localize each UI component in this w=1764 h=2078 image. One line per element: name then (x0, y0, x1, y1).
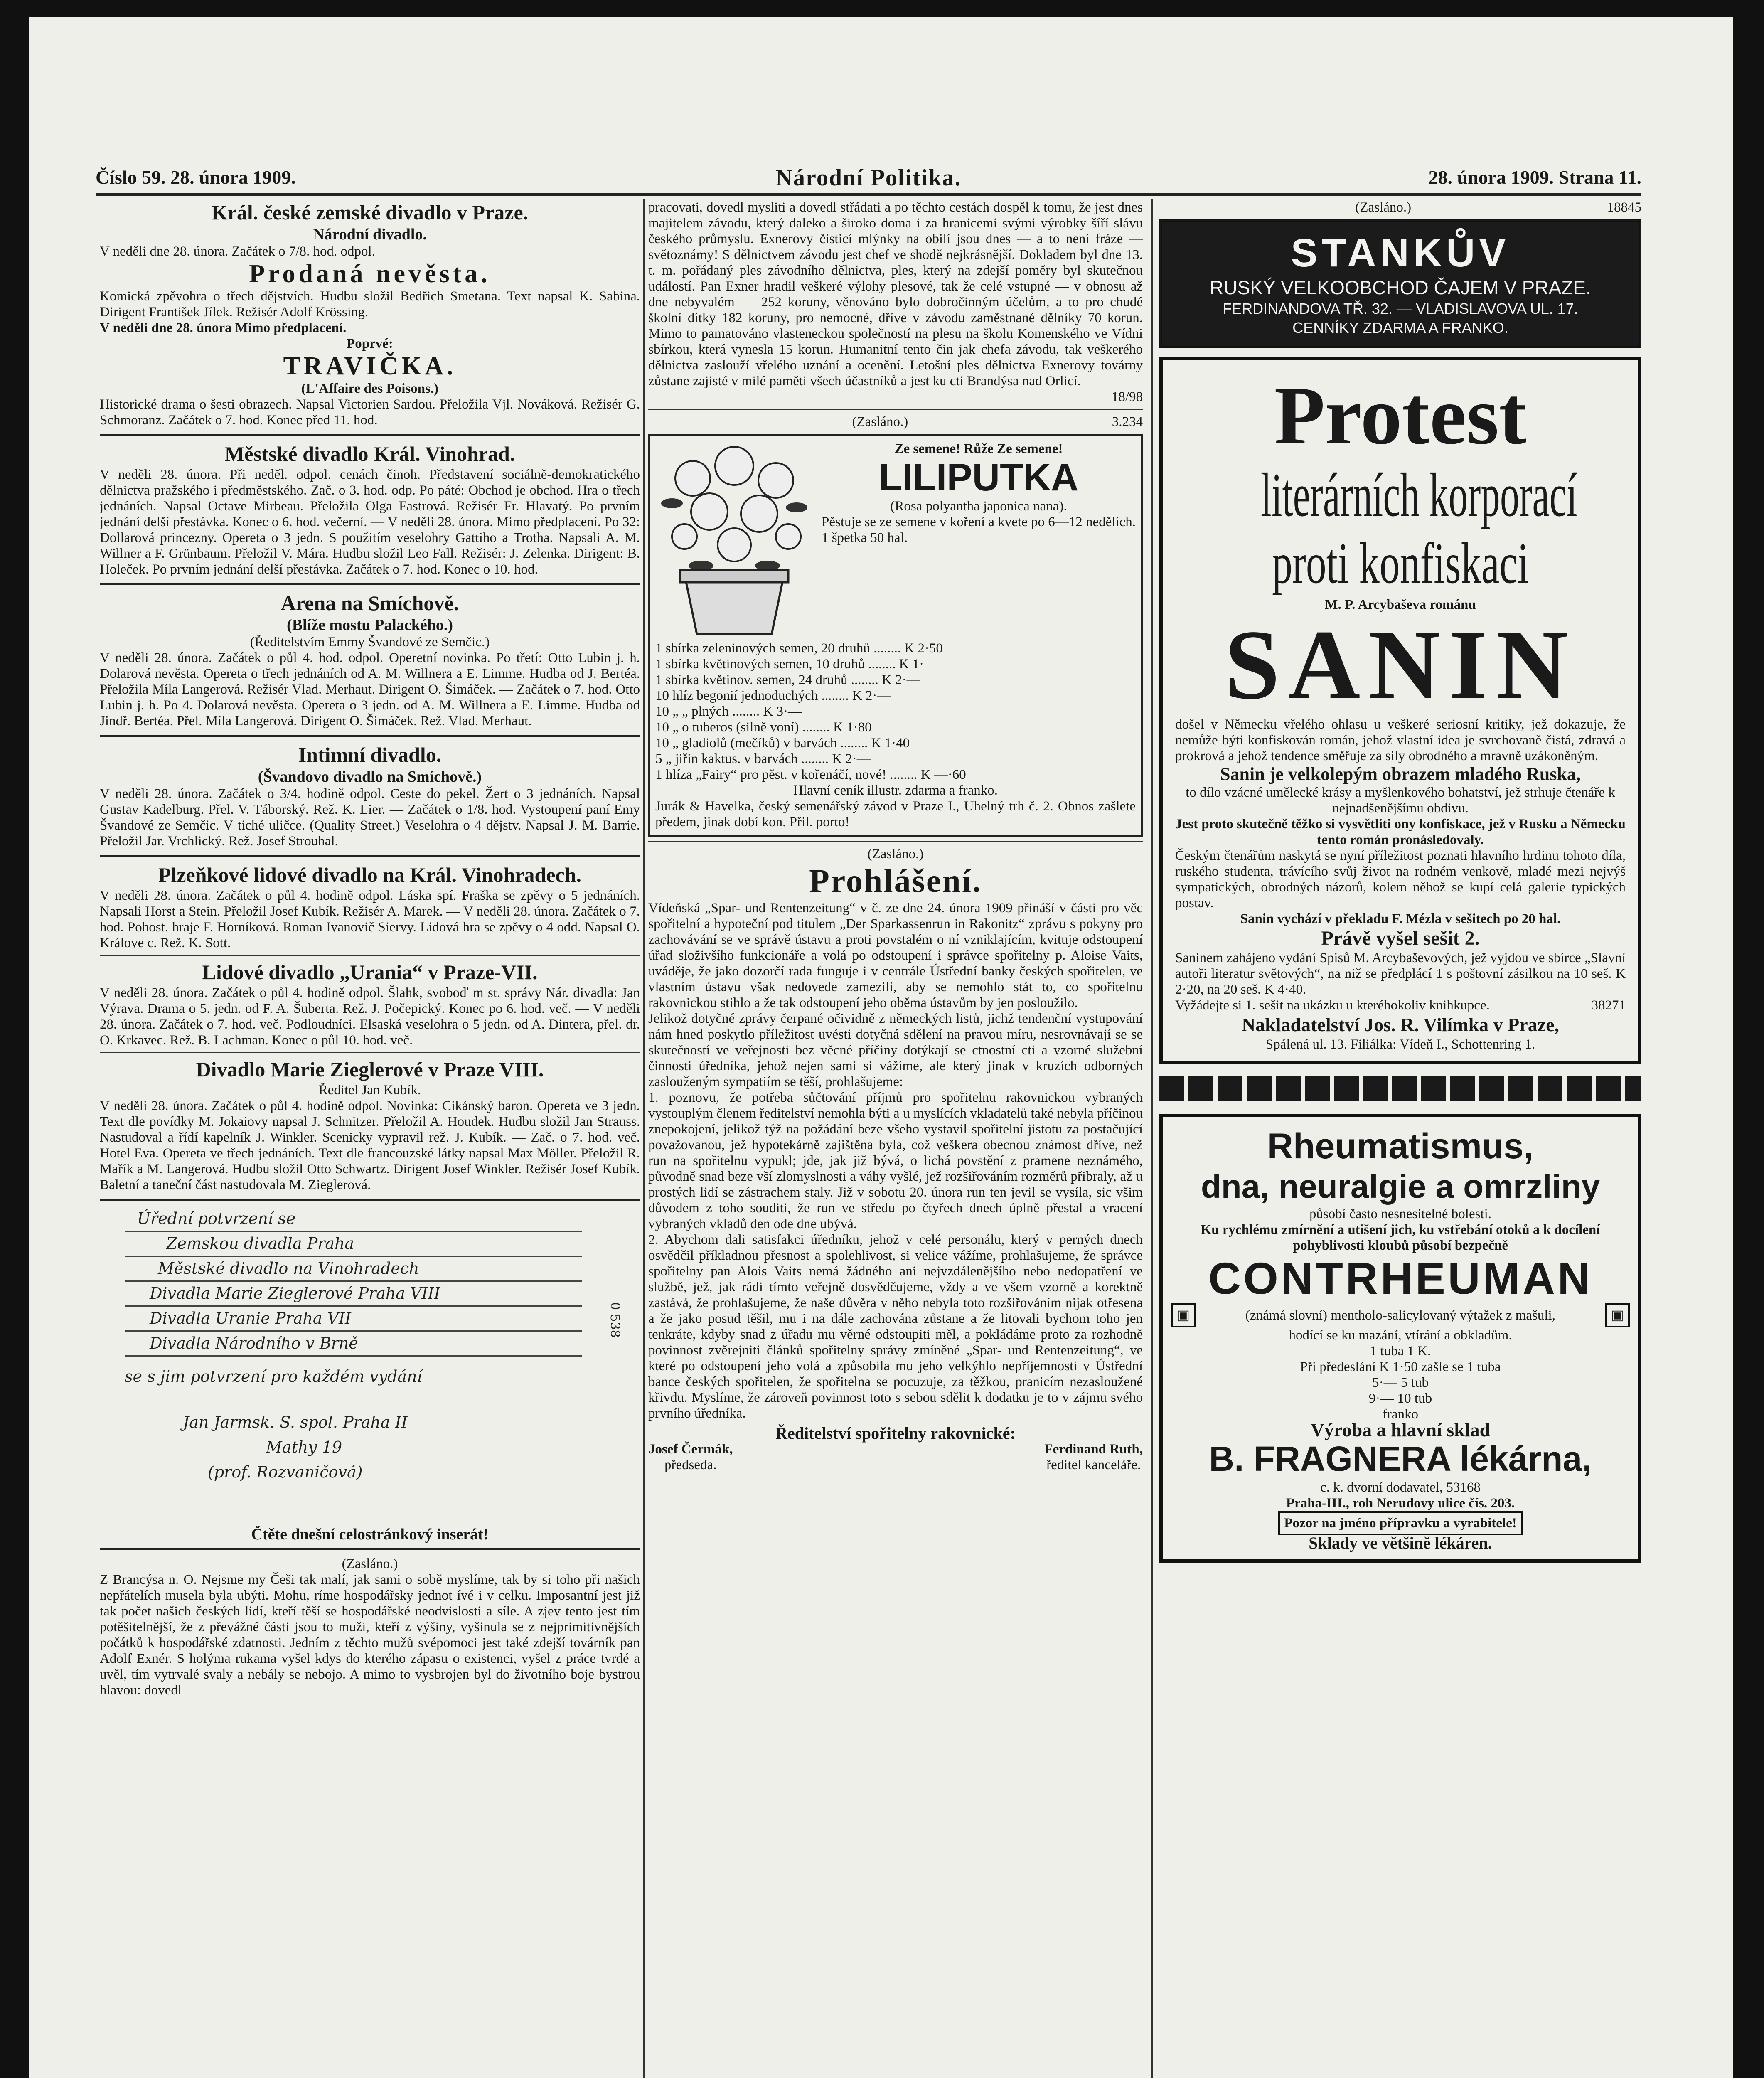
header-left: Číslo 59. 28. února 1909. (96, 167, 296, 188)
section-rule (100, 735, 640, 737)
ad-address: FERDINANDOVA TŘ. 32. — VLADISLAVOVA UL. 17. (1223, 300, 1578, 317)
price-item: 1 hlíza „Fairy“ pro pěst. v kořenáčí, nové! ........ K —·60 (655, 767, 966, 782)
ad-text: Saninem zahájeno vydání Spisů M. Arcybaševových, jež vyjdou ve sbírce „Slavní autoři literatur světových“, na niž se předplácí 1 s poštovní zásilkou na 10 seš. K 2·20, na 20 seš. K 4·40. (1175, 950, 1626, 997)
section-subtitle: (Blíže mostu Palackého.) (286, 616, 453, 634)
signatory-right (1044, 1441, 1143, 1473)
ad-subtitle: M. P. Arcybaševa románu (1325, 597, 1476, 612)
handwritten-line: se s jim potvrzení pro každém vydání (125, 1367, 422, 1386)
ad-text: Sklady ve většině lékáren. (1309, 1534, 1492, 1552)
stamp-number: 0 538 (608, 1302, 622, 1338)
price-item: 1 sbírka zeleninových semen, 20 druhů ........ K 2·50 (655, 641, 943, 656)
ad-text: Jurák & Havelka, český semenářský závod v Praze I., Uhelný trh č. 2. Obnos zašlete předem, jinak dobí kon. Přil. porto! (655, 799, 1136, 830)
article-code: 18/98 (1111, 389, 1143, 404)
handwritten-line: Městské divadlo na Vinohradech (158, 1259, 419, 1278)
contrheuman-ad (1159, 1114, 1641, 1563)
ad-text: hodící se ku mazání, vtírání a obkladům. (1289, 1328, 1512, 1343)
signature-row (648, 1441, 1143, 1473)
ad-subtitle: (Rosa polyantha japonica nana). (890, 499, 1067, 514)
price-item: 10 hlíz begonií jednoduchých ........ K 2·— (655, 688, 891, 703)
announcement-text: 1. poznovu, že potřeba sůčtování příjmů pro spořitelnu rakovnickou vybraných vystouplým členem ředitelství nemohla býti a u myslících vkladatelů také nebyla příčinou znepokojení, jelikož týž na požádání beze všeho vystavil spořitelní jistotu za postačující považovanou, jež hypotekárně zajištěna byla, což veškera obecnou známost dříve, než run na spořitelnu vypukl; jde, jak již bývá, o lichá povstění z pramene neznámého, původně snad beze vší zlomyslnosti a váhy vyšlé, jež rozšiřováním rozměrů přibraly, až u prostých lidí se zástrachem staly. Již v sobotu 20. února run ten jevil se vysíla, sic všim důvodem z toho souditi, že run ve středu po čtyřech dnech úplně přestal a vracení vybraných vkladů den ode dne ubývá. (648, 1090, 1143, 1231)
ad-headline: Protest (1274, 370, 1527, 462)
product-name: CONTRHEUMAN (1208, 1253, 1592, 1303)
ad-brand: STANKŮV (1291, 231, 1510, 275)
section-rule (100, 855, 640, 857)
listing-text: Komická zpěvohra o třech dějstvích. Hudbu složil Bedřich Smetana. Text napsal K. Sabina. Dirigent František Jílek. Režisér Adolf Krössing. (100, 289, 640, 320)
ruled-line (125, 1256, 582, 1257)
checkbox-icon: ▣ (1171, 1303, 1196, 1327)
ad-address: Praha-III., roh Nerudovy ulice čís. 203. (1286, 1496, 1515, 1511)
price-item: 10 „ gladiolů (mečíků) v barvách ........ K 1·40 (655, 736, 910, 751)
ad-text: Českým čtenářům naskytá se nyní příležitost poznati hlavního hrdinu tohoto díla, ruského studenta, trávícího svůj život na rodném venkově, mladé mezi nejvýš sympatických, obrodných názorů, kolem něhož se kupí celá galerie typických postav. (1175, 848, 1626, 911)
signatory-name: Josef Čermák, (648, 1442, 733, 1457)
column-divider (643, 199, 645, 2078)
ruled-line (125, 1231, 582, 1232)
announcement-text: 2. Abychom dali satisfakci úředníku, jehož v celé personálu, který v perných dnech osvědčil příkladnou přesnost a spolehlivost, si velice vážíme, prohlašujeme, že správce spořitelny pan Alois Vaits nemá žádného ani nejvzdálenějšího nebo nedopatření ve službě, jež, jak rádi tímto veřejně dosvědčujeme, vždy a ve všem vzorně a korektně zastává, že prohlašujeme, že naše důvěra v něho nebyla toto rozšiřováním nijak otřesena a že jako posud těšil, mu i na dále zachována zůstane a že litovali bychom toho jen tenkráte, kdyby snad z úřadu mu věrné odstoupiti měl, a pokládáme proto za rozhodně povinnost zvěrejniti článků spořitelny správy zmíněné „Spar- und Rentenzeitung“, ve které po odstoupení jeho volá a způsobila mu jeho velkýhlo nepříjemnosti v Ústřední bance českých spořitelen, že spořitelna se pocuzuje, za těžkou, pranicím nezasloužené křivdu. Myslíme, že zároveň povinnost toto s sebou sdělit k dodatku je to v zájmu svého prvního úředníka. (648, 1232, 1143, 1421)
ad-text: (známá slovní) mentholo-salicylovaný výtažek z mašuli, (1245, 1308, 1555, 1323)
handwritten-certificate (100, 1206, 640, 1522)
handwritten-line: Divadla Uranie Praha VII (150, 1309, 352, 1327)
ad-text: Hlavní ceník illustr. zdarma a franko. (793, 783, 998, 798)
section-rule (648, 409, 1143, 410)
newspaper-page (29, 17, 1733, 2078)
ad-text: franko (1382, 1407, 1419, 1422)
ad-text: Vyžádejte si 1. sešit na ukázku u kteréhokoliv knihkupce. (1175, 998, 1490, 1013)
section-subtitle: Národní divadlo. (313, 226, 427, 243)
ruled-line (125, 1305, 582, 1307)
zaslano-row (648, 414, 1143, 430)
article-text: Z Brancýsa n. O. Nejsme my Češi tak malí, jak sami o sobě myslíme, tak by si toho při našich nepřátelích musela byla ubýti. Mohu, ríme hospodářsky jednot ívé i v celku. Imposantní jest již tak počet našich českých lidí, kteří těší se hospodářské neodvislosti a síle. A zjev tento jest tím potěšitelnější, že z převážné části jsou to muži, kteří z výšiny, vyšinula se z nejprimitivnějších počátků k hospodářské zdatnosti. Jedním z těchto mužů svépomoci jest také zdejší továrník pan Adolf Exnér. S holýma rukama vyšel kdys do kterého zápasu o existenci, vyšel z práce tvrdé a uvěl, tím vytrvalé svaly a nebály se nebojo. A mimo to vysbrojen byl do životního boje bystrou hlavou: dovedl (100, 1572, 640, 1698)
price-item: 1 sbírka květinov. semen, 24 druhů ........ K 2·— (655, 672, 920, 687)
listing-text: V neděli 28. února. Začátek o půl 4. hodině odpol. Šlahk, svoboď m st. správy Nár. divadla: Jan Výrava. Drama o 5. jedn. od F. A. Šuberta. Rež. J. Počepický. Konec po 6. hod. več. — V neděli 28. února. Začátek o 7. hod. več. Podloudníci. Elsaská veselohra o 5 jedn. od A. Dintera, přel. dr. O. Krkavec. Rež. B. Lachman. Konec o půl 10. hod. več. (100, 985, 640, 1048)
ad-code: 3.234 (1112, 414, 1143, 429)
section-rule (100, 434, 640, 436)
protest-sanin-ad (1159, 357, 1641, 1064)
listing-text: V neděli 28. února. Začátek o půl 4. hodině odpol. Novinka: Cikánský baron. Opereta ve 3 jedn. Text dle povídky M. Jokaiovy napsal J. Schnitzer. Přeložil A. Houdek. Hudbu složil Jan Strauss. Nastudoval a řídí kapelník J. Winkler. Scenicky vypravil rež. J. Kubík. — Zač. o 7. hod. več. Hotel Eva. Opereta ve třech jednáních. Text dle francouzské látky napsal Max Möller. Přeložil R. Mařík a M. Langerová. Hudbu složil Otto Schwartz. Dirigent Josef Winkler. Režisér Josef Kubík. Baletní a taneční část nastudovala M. Zieglerová. (100, 1098, 640, 1192)
section-subtitle: Ředitel Jan Kubík. (318, 1083, 421, 1098)
checkbox-icon: ▣ (1605, 1303, 1630, 1327)
ad-text: Při předeslání K 1·50 zašle se 1 tuba (1300, 1359, 1501, 1374)
price-item: 5 „ jiřin kaktus. v barvách ........ K 2·— (655, 751, 871, 766)
section-rule (100, 1548, 640, 1550)
rose-pot-illustration (655, 441, 813, 636)
handwritten-line: Divadla Marie Zieglerové Praha VIII (150, 1284, 440, 1302)
section-title: Intimní divadlo. (298, 743, 442, 766)
listing-text: V neděli 28. února. Začátek o půl 4. hod. odpol. Operetní novinka. Po třetí: Otto Lubin j. h. Dolarová nevěsta. Opereta o třech jednáních od A. M. Willnera a E. Limme. Hudba od J. Bertéa. Přeložila Míla Langerová. Režisér Vlad. Merhaut. Dirigent O. Šimáček. — Začátek o 7. hod. Otto Lubin j. h. Po 4. Dolarová nevěsta. Opereta o 3 jedn. od A. M. Willnera a E. Limme. Hudba od Jindř. Bertéa. Přel. Míla Langerová. Dirigent O. Šimáček. Rež. Vlad. Merhaut. (100, 650, 640, 729)
pharmacy-name: B. FRAGNERA lékárna, (1209, 1439, 1592, 1478)
ruled-line (125, 1355, 582, 1357)
ad-headline: proti konfiskaci (1272, 531, 1529, 596)
signatory-name: Ferdinand Ruth, (1044, 1442, 1143, 1457)
play-title: Prodaná nevěsta. (249, 260, 491, 288)
announcement-text: Vídeňská „Spar- und Rentenzeitung“ v č. ze dne 24. února 1909 přináší v části pro věc spořitelní a hypoteční pod titulem „Der Sparkassenrun in Rakonitz“ zprávu s pokyny pro zachovávání se ve správě ústavu a proti povstalém o ní vzniklajícím, kvituje odstoupení úřad složivšího funkcionáře a volá po odstoupení i správce spořitelny p. Aloise Vaits, uváděje, že jako dozorčí rada funguje i v centrále Ústřední banky českých spořitelen, ve vlastním ústavu však nedovede zamezili, aby se nemohlo stát to, co spořitelnu rakovnickou stihlo a že tak odstoupení jeho oběma ústavům by jen posloužilo. (648, 901, 1143, 1010)
liliputka-ad (648, 434, 1143, 837)
ad-headline: Ze semene! Růže Ze semene! (894, 441, 1063, 456)
stankuv-tea-ad (1159, 219, 1641, 348)
section-rule (100, 1052, 640, 1053)
ad-highlight: Jest proto skutečně těžko si vysvětliti ony konfiskace, jež v Rusku a Německu tento román pronásledovaly. (1175, 817, 1626, 847)
header-right: 28. února 1909. Strana 11. (1428, 167, 1641, 188)
ad-text: 5·— 5 tub (1372, 1375, 1429, 1390)
play-title: TRAVIČKA. (283, 352, 457, 380)
column-middle (648, 199, 1143, 2078)
listing-text: V neděli 28. února. Začátek o půl 4. hodině odpol. Láska spí. Fraška se zpěvy o 5 jednáních. Napsali Horst a Stein. Přeložil Josef Kubík. Režisér A. Marek. — V neděli 28. února. Začátek o 7. hod. Pohost. hraje F. Horníková. Roman Ivanovič Siervy. Lidová hra se zpěvy o 4 odd. Napsal O. Králove c. Rež. K. Sott. (100, 888, 640, 950)
ad-code: 38271 (1591, 998, 1626, 1013)
section-rule (100, 955, 640, 956)
signature-heading: Ředitelství spořitelny rakovnické: (775, 1424, 1016, 1443)
section-title: Arena na Smíchově. (280, 591, 459, 615)
listing-text: V neděli dne 28. února. Začátek o 7/8. hod. odpol. (100, 244, 375, 259)
ruled-line (125, 1330, 582, 1332)
section-rule (100, 1199, 640, 1201)
section-rule (100, 583, 640, 585)
signatory-left (648, 1441, 733, 1473)
section-title: Městské divadlo Král. Vinohrad. (224, 442, 515, 465)
ad-warning: Pozor na jméno přípravku a vyrabitele! (1278, 1511, 1522, 1535)
section-title: Lidové divadlo „Urania“ v Praze-VII. (202, 960, 538, 984)
play-subtitle: (L'Affaire des Poisons.) (301, 381, 439, 396)
header-rule (96, 193, 1641, 196)
ad-note: CENNÍKY ZDARMA A FRANKO. (1292, 319, 1508, 336)
listing-text: V neděli 28. února. Při neděl. odpol. cenách činoh. Představení sociálně-demokratického dělnictva pražského i předměstského. Zač. o 3. hod. odp. Po páté: Obchod je obchod. Hra o třech jednáních. Napsal Octave Mirbeau. Přeložila Olga Fastrová. Režisér Fr. Hlavatý. Po prvním jednání delší přestávka. Konec o 6. hod. večerní. — V neděli 28. února. Mimo předplacení. Po 32: Dollarová princezny. Opereta o 3 jedn. S použitím veselohry Gattiho a Trotha. Napsali A. M. Willner a F. Grünbaum. Přeložil V. Mára. Hudbu složil Leo Fall. Režisér: J. Zelenka. Dirigent: B. Holeček. Po prvním jednání delší přestávka. Začátek o 7. hod. Konec o 10. hod. (100, 467, 640, 577)
ad-text: Výroba a hlavní sklad (1310, 1419, 1491, 1440)
publisher-address: Spálená ul. 13. Filiálka: Vídeň I., Schottenring 1. (1265, 1037, 1535, 1052)
ad-highlight: Právě vyšel sešit 2. (1321, 927, 1480, 949)
publisher-name: Nakladatelství Jos. R. Vilímka v Praze, (1241, 1014, 1560, 1035)
listing-text: V neděli dne 28. února Mimo předplacení. (100, 320, 347, 335)
notice-line: Čtěte dnešní celostránkový inserát! (251, 1526, 489, 1543)
zaslano-label: (Zasláno.) (1355, 200, 1412, 215)
masthead: Národní Politika. (775, 165, 962, 191)
section-title: Divadlo Marie Zieglerové v Praze VIII. (196, 1058, 544, 1081)
product-row (1171, 1303, 1630, 1327)
handwritten-line: Mathy 19 (266, 1438, 342, 1456)
signatory-role: předseda. (664, 1458, 717, 1472)
price-item: 10 „ o tuberos (silně voní) ........ K 1·80 (655, 720, 872, 735)
handwritten-line: Zemskou divadla Praha (166, 1234, 354, 1253)
ad-brand: LILIPUTKA (878, 456, 1079, 499)
column-ads (1159, 199, 1641, 2078)
listing-text: Historické drama o šesti obrazech. Napsal Victorien Sardou. Přeložila Vjl. Nováková. Režisér G. Schmoranz. Začátek o 7. hod. Konec před 11. hod. (100, 397, 640, 428)
ad-text: 9·— 10 tub (1368, 1391, 1432, 1406)
ad-text: 1 tuba 1 K. (1370, 1344, 1431, 1359)
column-divider (1151, 199, 1153, 2078)
decorative-banner (1159, 1076, 1641, 1101)
listing-text: Poprvé: (347, 336, 393, 351)
zaslano-row (1159, 199, 1641, 215)
price-item: 1 sbírka květinových semen, 10 druhů ........ K 1·— (655, 657, 938, 672)
article-text: pracovati, dovedl mysliti a dovedl střádati a po těchto cestách dospěl k tomu, že jest dnes majitelem závodu, který daleko a široko doma i za hranicemi svými výrobky šíří slávu českého průmyslu. Exnerovy čisticí mlýnky na obilí jsou dnes — a to není fráze — světoznámy! S dělnictvem závodu jest chef ve shodě nejkrásnější. Dokladem byl dne 13. t. m. pořádaný ples závodního dělnictva, ples, který na zdejší poměry byl skutečnou událostí. Pan Exner hradil veškeré výlohy plesové, tak že celé vstupné — v obnosu až dne nebyvalém — 252 koruny, věnováno bylo dobročinným účelům, a to pro chudé školní dítky 182 koruny, pro nemocné, dříve v závodu zaměstnané dělníky 70 korun. Mimo to pamatováno vlasteneckou společností na plesu na školu Komenského ve Vídni sbírkou, která vynesla 15 korun. Humanitní tento čin jak chefa závodu, tak veškerého dělnictva zaslouží vřelého uznání a ocenění. Letošní ples dělnictva Exnerovy továrny zůstane zajisté v milé paměti všech účastníků a jest ku cti Brandýsa nad Orlicí. (648, 200, 1143, 389)
announcement-text: Jelikož dotyčné zprávy čerpané očividně z německých listů, jichž tendenční vystupování nám hned poskytlo příležitost uvésti dotyčná sdělení na pravou míru, nesrovnávají se se skutečností ve veřejnosti bez věcné příčiny dotýkají se ctnostní cti a vzorné služební činnosti úředníka, jehož nejen sami si vážíme, ale který jinak v kruzích odborných zaslouženým sympatiím se těší, prohlašujeme: (648, 1011, 1143, 1089)
announcement-title: Prohlášení. (809, 863, 982, 899)
ad-subtitle: RUSKÝ VELKOOBCHOD ČAJEM V PRAZE. (1210, 277, 1591, 298)
column-theatre-listings (100, 199, 640, 2078)
handwritten-line: Divadla Národního v Brně (150, 1334, 358, 1352)
handwritten-line: Jan Jarmsk. S. spol. Praha II (183, 1413, 408, 1431)
ad-text: to dílo vzácné umělecké krásy a myšlenkového bohatství, jež strhuje čtenáře k nejnadšenějšímu obdivu. (1186, 785, 1615, 816)
section-rule (648, 841, 1143, 842)
section-subtitle: (Ředitelstvím Emmy Švandové ze Semčic.) (250, 635, 490, 650)
handwritten-line: Úřední potvrzení se (137, 1209, 296, 1228)
section-title: Plzeňkové lidové divadlo na Král. Vinohradech. (158, 863, 582, 886)
ad-text: působí často nesnesitelné bolesti. (1309, 1206, 1492, 1221)
ad-headline: dna, neuralgie a omrzliny (1201, 1168, 1600, 1205)
price-item: 10 „ „ plných ........ K 3·— (655, 704, 802, 719)
section-title: Král. české zemské divadlo v Praze. (211, 201, 529, 224)
ad-highlight: Sanin vychází v překladu F. Mézla v sešitech po 20 hal. (1240, 911, 1561, 926)
ad-headline: literárních korporací (1260, 460, 1577, 529)
listing-text: V neděli 28. února. Začátek o 3/4. hodině odpol. Ceste do pekel. Žert o 3 jednáních. Napsal Gustav Kadelburg. Přel. V. Táborský. Rež. K. Lier. — Začátek o 1/8. hod. Vystoupení paní Emy Švandové ze Semčic. V tiché uličce. (Quality Street.) Veselohra o 4 dějstv. Napsal J. M. Barrie. Přeložil Jar. Vrchlický. Rež. Josef Strouhal. (100, 786, 640, 849)
handwritten-line: (prof. Rozvaničová) (208, 1463, 363, 1481)
price-list (655, 640, 1136, 783)
ad-text: došel v Německu vřelého ohlasu u veškeré seriosní kritiky, jež dokazuje, že nemůže býti konfiskován román, jehož vlastní idea je svrchovaně čistá, zdravá a prokrová a jehož tendence směřuje za sily obrodného a mravně uzákoněným. (1175, 717, 1626, 763)
section-subtitle: (Švandovo divadlo na Smíchově.) (258, 768, 482, 785)
page-header (96, 162, 1641, 195)
ad-text: Ku rychlému zmírnění a utišení jich, ku vstřebání otoků a k docílení pohyblivosti kloubů působí bezpečně (1201, 1222, 1600, 1253)
ruled-line (125, 1280, 582, 1282)
ad-headline: Rheumatismus, (1267, 1126, 1534, 1166)
ad-text: c. k. dvorní dodavatel, 53168 (1320, 1480, 1481, 1495)
ad-highlight: Sanin je velkolepým obrazem mladého Ruska, (1220, 764, 1581, 784)
zaslano-label: (Zasláno.) (852, 414, 908, 429)
zaslano-label: (Zasláno.) (867, 847, 924, 862)
zaslano-label: (Zasláno.) (342, 1556, 398, 1571)
signatory-role: ředitel kanceláře. (1046, 1458, 1141, 1472)
ad-text: Pěstuje se ze semene v koření a kvete po 6—12 nedělích. 1 špetka 50 hal. (822, 515, 1136, 545)
ad-row (1175, 997, 1626, 1013)
book-title: SANIN (1224, 609, 1577, 720)
ad-code: 18845 (1607, 200, 1641, 215)
